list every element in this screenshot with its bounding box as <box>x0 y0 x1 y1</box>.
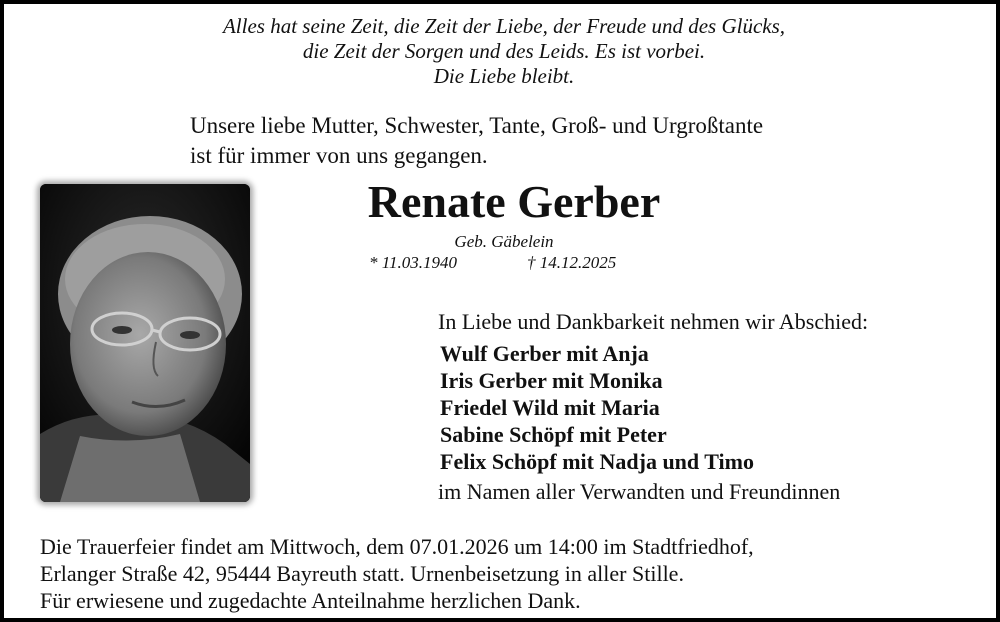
death-date: † 14.12.2025 <box>527 253 617 272</box>
quote-line: die Zeit der Sorgen und des Leids. Es ist vorbei. <box>302 39 706 63</box>
announcement-line: ist für immer von uns gegangen. <box>190 143 488 168</box>
relatives-line: im Namen aller Verwandten und Freundinnen <box>438 479 841 504</box>
mourners-list <box>440 340 754 475</box>
quote-line: Die Liebe bleibt. <box>433 64 575 88</box>
memorial-quote <box>4 14 1000 89</box>
announcement-line: Unsere liebe Mutter, Schwester, Tante, Groß- und Urgroßtante <box>190 113 764 138</box>
mourner-name: Friedel Wild mit Maria <box>440 395 660 420</box>
announcement-text <box>190 111 763 171</box>
birth-date: * 11.03.1940 <box>369 253 457 272</box>
mourners-heading: In Liebe und Dankbarkeit nehmen wir Abschied: <box>438 309 869 334</box>
service-line: Erlanger Straße 42, 95444 Bayreuth statt. Urnenbeisetzung in aller Stille. <box>40 561 684 586</box>
mourner-name: Wulf Gerber mit Anja <box>440 341 649 366</box>
deceased-name: Renate Gerber <box>367 176 661 227</box>
funeral-service-info <box>40 533 754 614</box>
service-line: Die Trauerfeier findet am Mittwoch, dem 07.01.2026 um 14:00 im Stadtfriedhof, <box>40 534 754 559</box>
mourner-name: Sabine Schöpf mit Peter <box>440 422 667 447</box>
quote-line: Alles hat seine Zeit, die Zeit der Liebe, der Freude und des Glücks, <box>222 14 786 38</box>
portrait-photo <box>40 184 250 502</box>
maiden-name: Geb. Gäbelein <box>454 232 554 251</box>
mourner-name: Iris Gerber mit Monika <box>440 368 663 393</box>
service-line: Für erwiesene und zugedachte Anteilnahme herzlichen Dank. <box>40 588 581 613</box>
mourner-name: Felix Schöpf mit Nadja und Timo <box>440 449 754 474</box>
